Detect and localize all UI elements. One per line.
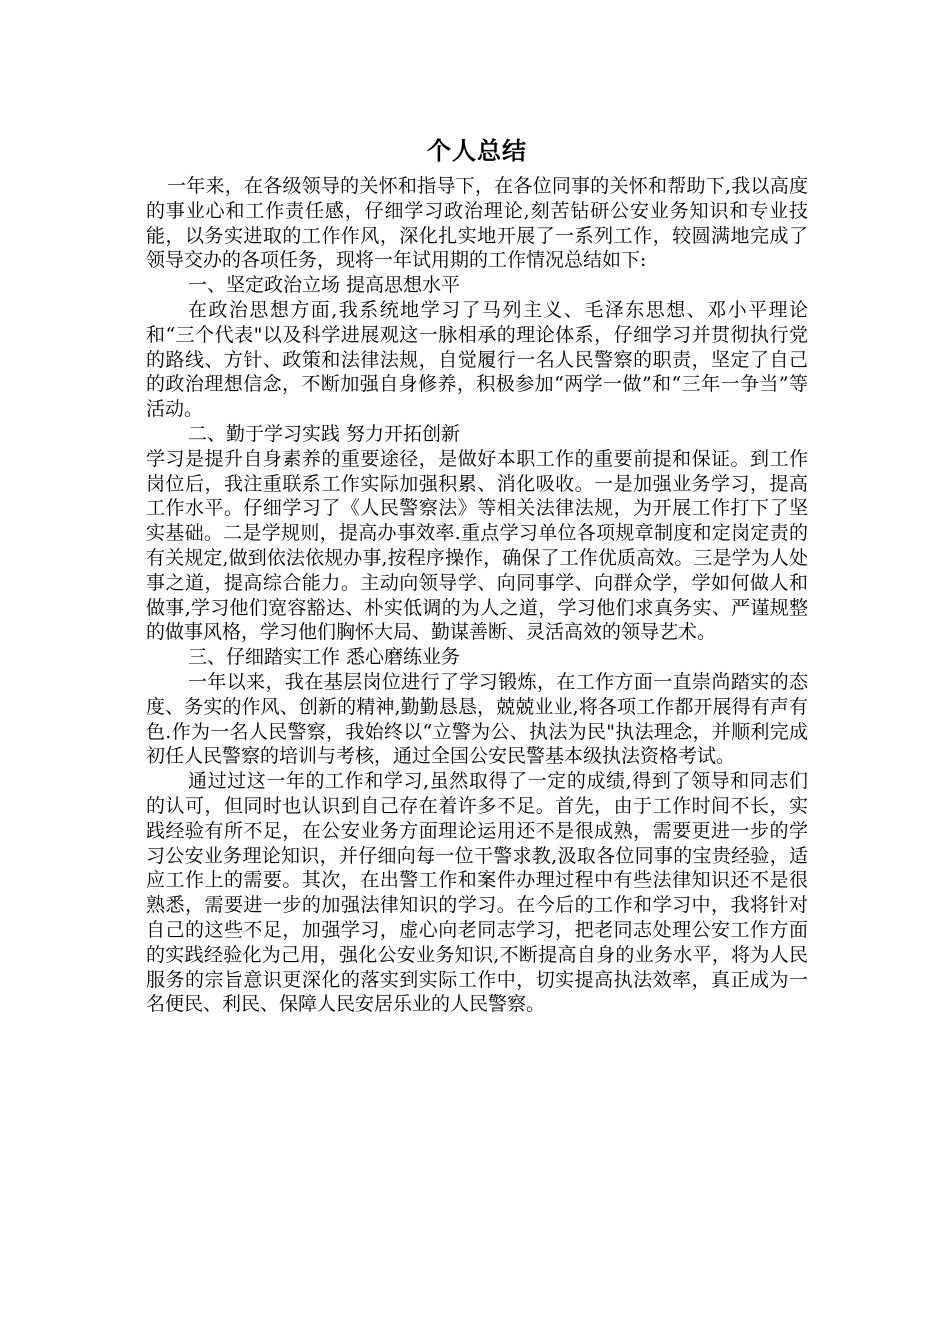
- section-heading-1: 一、坚定政治立场 提高思想水平: [188, 274, 461, 297]
- page-title: 个人总结: [427, 136, 527, 165]
- intro-paragraph: 一年来，在各级领导的关怀和指导下，在各位同事的关怀和帮助下,我以高度的事业心和工作责任感，仔细学习政治理论,刻苦钻研公安业务知识和专业技能，以务实进取的工作作风，深化扎实地开展了一系列工作，较圆满地完成了领导交办的各项任务，现将一年试用期的工作情况总结如下:: [146, 175, 808, 272]
- section-1-paragraph: 在政治思想方面,我系统地学习了马列主义、毛泽东思想、邓小平理论和“三个代表"以及科学进展观这一脉相承的理论体系，仔细学习并贯彻执行党的路线、方针、政策和法律法规，自觉履行一名人民警察的职责，坚定了自己的政治理想信念，不断加强自身修养，积极参加“两学一做”和“三年一争当”等活动。: [146, 298, 808, 421]
- section-3-paragraph: 一年以来，我在基层岗位进行了学习锻炼，在工作方面一直崇尚踏实的态度、务实的作风、创新的精神,勤勤恳恳，兢兢业业,将各项工作都开展得有声有色.作为一名人民警察，我始终以“立警为公、执法为民"执法理念，并顺利完成初任人民警察的培训与考核，通过全国公安民警基本级执法资格考试。: [146, 670, 808, 768]
- section-heading-2: 二、勤于学习实践 努力开拓创新: [188, 422, 461, 445]
- document-page: [146, 134, 808, 1017]
- section-heading-3: 三、仔细踏实工作 悉心磨练业务: [188, 646, 461, 669]
- section-2-paragraph: 学习是提升自身素养的重要途径，是做好本职工作的重要前提和保证。到工作岗位后，我注重联系工作实际加强积累、消化吸收。一是加强业务学习，提高工作水平。仔细学习了《人民警察法》等相关法律法规，为开展工作打下了坚实基础。二是学规则，提高办事效率.重点学习单位各项规章制度和定岗定责的有关规定,做到依法依规办事,按程序操作，确保了工作优质高效。三是学为人处事之道，提高综合能力。主动向领导学、向同事学、向群众学，学如何做人和做事,学习他们宽容豁达、朴实低调的为人之道，学习他们求真务实、严谨规整的做事风格，学习他们胸怀大局、勤谋善断、灵活高效的领导艺术。: [146, 447, 808, 644]
- conclusion-paragraph: 通过过这一年的工作和学习,虽然取得了一定的成绩,得到了领导和同志们的认可，但同时也认识到自己存在着许多不足。首先，由于工作时间不长，实践经验有所不足，在公安业务方面理论运用还不是很成熟，需要更进一步的学习公安业务理论知识，并仔细向每一位干警求教,汲取各位同事的宝贵经验，适应工作上的需要。其次，在出警工作和案件办理过程中有些法律知识还不是很熟悉，需要进一步的加强法律知识的学习。在今后的工作和学习中，我将针对自己的这些不足，加强学习，虚心向老同志学习，把老同志处理公安工作方面的实践经验化为己用，强化公安业务知识,不断提高自身的业务水平，将为人民服务的宗旨意识更深化的落实到实际工作中，切实提高执法效率，真正成为一名便民、利民、保障人民安居乐业的人民警察。: [146, 770, 808, 1016]
